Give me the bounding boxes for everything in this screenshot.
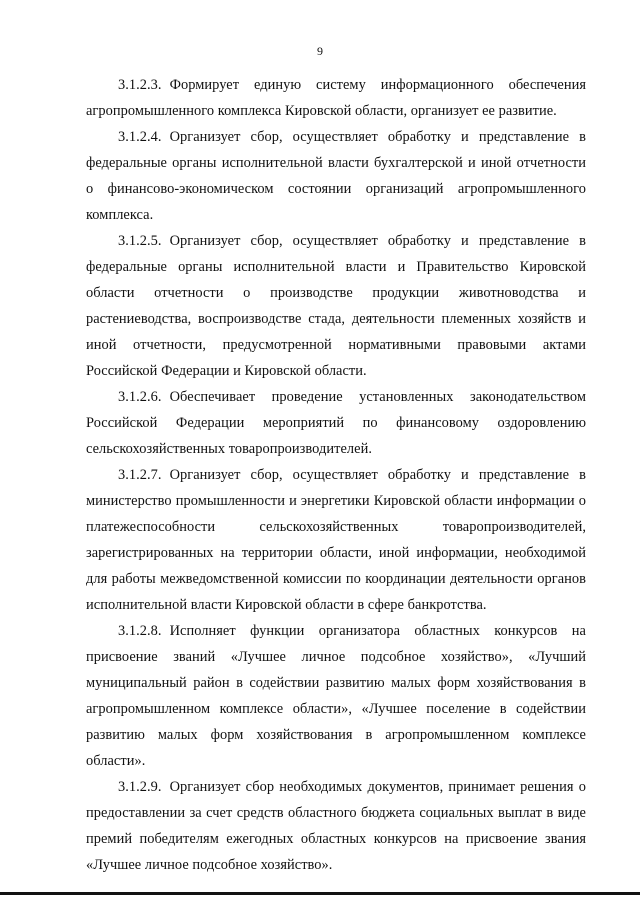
document-body [86, 72, 586, 878]
bottom-border-line [0, 892, 640, 895]
paragraph-text: Организует сбор, осуществляет обработку и представление в федеральные органы исполнительной власти бухгалтерской и иной отчетности о финансово-экономическом состоянии организаций агропромышленного комплекса. [86, 129, 586, 223]
paragraph-3-1-2-5 [86, 228, 586, 384]
paragraph-3-1-2-4 [86, 124, 586, 228]
paragraph-number: 3.1.2.9. [118, 779, 162, 795]
paragraph-number: 3.1.2.3. [118, 77, 162, 93]
paragraph-text: Организует сбор, осуществляет обработку и представление в федеральные органы исполнительной власти и Правительство Кировской области отчетности о производстве продукции животноводства и растениеводства, воспроизводстве стада, деятельности племенных хозяйств и иной отчетности, предусмотренной нормативными правовыми актами Российской Федерации и Кировской области. [86, 233, 586, 379]
paragraph-number: 3.1.2.8. [118, 623, 162, 639]
paragraph-number: 3.1.2.5. [118, 233, 162, 249]
paragraph-text: Организует сбор необходимых документов, принимает решения о предоставлении за счет средств областного бюджета социальных выплат в виде премий победителям ежегодных областных конкурсов на присвоение звания «Лучшее личное подсобное хозяйство». [86, 779, 586, 873]
paragraph-3-1-2-3 [86, 72, 586, 124]
paragraph-3-1-2-6 [86, 384, 586, 462]
paragraph-number: 3.1.2.4. [118, 129, 162, 145]
paragraph-3-1-2-9 [86, 774, 586, 878]
paragraph-text: Исполняет функции организатора областных конкурсов на присвоение званий «Лучшее личное подсобное хозяйство», «Лучший муниципальный район в содействии развитию малых форм хозяйствования в агропромышленном комплексе области», «Лучшее поселение в содействии развитию малых форм хозяйствования в агропромышленном комплексе области». [86, 623, 586, 769]
paragraph-text: Организует сбор, осуществляет обработку и представление в министерство промышленности и энергетики Кировской области информации о платежеспособности сельскохозяйственных товаропроизводителей, зарегистрированных на территории области, иной информации, необходимой для работы межведомственной комиссии по координации деятельности органов исполнительной власти Кировской области в сфере банкротства. [86, 467, 586, 613]
paragraph-3-1-2-7 [86, 462, 586, 618]
paragraph-text: Обеспечивает проведение установленных законодательством Российской Федерации мероприятий по финансовому оздоровлению сельскохозяйственных товаропроизводителей. [86, 389, 586, 457]
paragraph-3-1-2-8 [86, 618, 586, 774]
page-number: 9 [317, 44, 323, 58]
paragraph-number: 3.1.2.7. [118, 467, 162, 483]
paragraph-text: Формирует единую систему информационного обеспечения агропромышленного комплекса Кировской области, организует ее развитие. [86, 77, 586, 119]
paragraph-number: 3.1.2.6. [118, 389, 162, 405]
